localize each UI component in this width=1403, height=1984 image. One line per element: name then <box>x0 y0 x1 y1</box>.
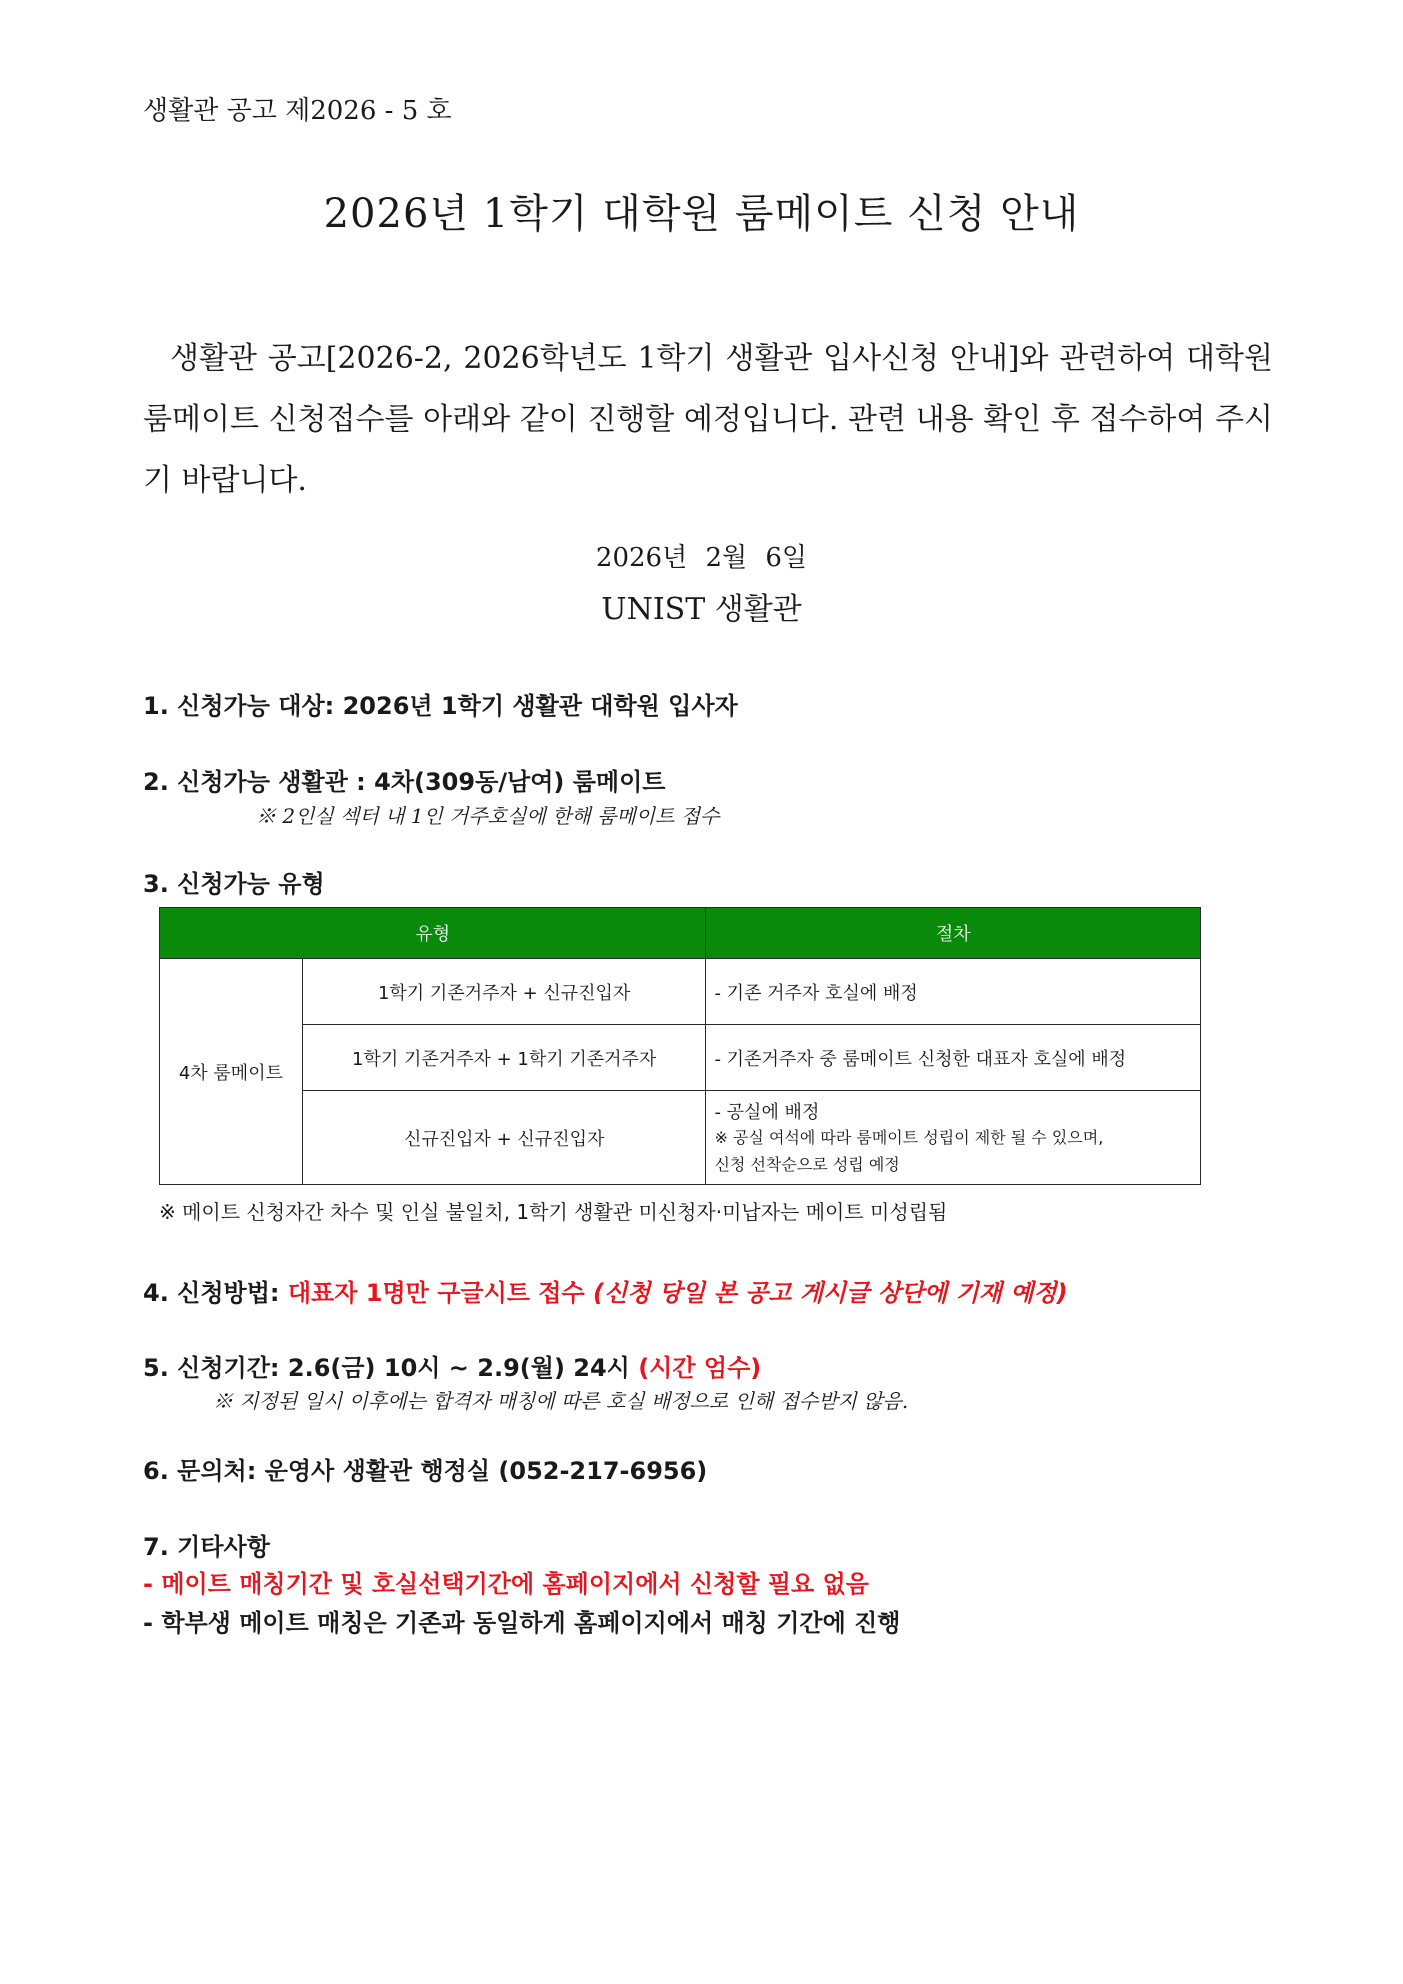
organization-name: UNIST 생활관 <box>601 592 802 627</box>
section-7-item-1: - 메이트 매칭기간 및 호실선택기간에 홈페이지에서 신청할 필요 없음 <box>143 1570 869 1598</box>
table-cell-procedure <box>706 1091 1201 1185</box>
table-row <box>160 1025 1201 1091</box>
section-6-value: 운영사 생활관 행정실 (052-217-6956) <box>264 1457 708 1485</box>
table-group-label: 4차 룸메이트 <box>160 959 303 1185</box>
table-header-row <box>160 908 1201 959</box>
notice-number: 생활관 공고 제2026 - 5 호 <box>143 96 452 126</box>
notice-date: 2026년 2월 6일 <box>595 543 808 573</box>
section-5-strict: (시간 엄수) <box>638 1354 762 1382</box>
table-header-procedure: 절차 <box>706 908 1201 959</box>
table-row <box>160 1091 1201 1185</box>
section-1-value: 2026년 1학기 생활관 대학원 입사자 <box>342 692 738 720</box>
section-4-label: 4. 신청방법: <box>143 1279 288 1307</box>
section-4 <box>143 1273 1068 1308</box>
section-6-label: 6. 문의처: <box>143 1457 265 1485</box>
procedure-main: - 공실에 배정 <box>714 1101 820 1123</box>
table-note: ※ 메이트 신청자간 차수 및 인실 불일치, 1학기 생활관 미신청자·미납자는 메이트 미성립됨 <box>159 1200 948 1224</box>
section-5-note: ※ 지정된 일시 이후에는 합격자 매칭에 따른 호실 배정으로 인해 접수받지 않음. <box>213 1389 909 1413</box>
procedure-note-2: 신청 선착순으로 성립 예정 <box>714 1154 900 1174</box>
section-7-item-2: - 학부생 메이트 매칭은 기존과 동일하게 홈페이지에서 매칭 기간에 진행 <box>143 1609 901 1637</box>
section-7: 7. 기타사항 <box>143 1533 270 1561</box>
section-6 <box>143 1451 707 1486</box>
table-cell-type: 1학기 기존거주자 + 신규진입자 <box>302 959 706 1025</box>
section-1-label: 1. 신청가능 대상: <box>143 692 343 720</box>
section-2-label: 2. 신청가능 생활관 : <box>143 768 375 796</box>
table-row <box>160 959 1201 1025</box>
section-2-value: 4차(309동/남여) 룸메이트 <box>374 768 666 796</box>
section-2-note: ※ 2인실 섹터 내 1인 거주호실에 한해 룸메이트 접수 <box>256 804 720 828</box>
table-cell-type: 신규진입자 + 신규진입자 <box>302 1091 706 1185</box>
section-4-value: 대표자 1명만 구글시트 접수 <box>287 1279 594 1307</box>
type-table <box>159 907 1201 1185</box>
table-cell-type: 1학기 기존거주자 + 1학기 기존거주자 <box>302 1025 706 1091</box>
intro-paragraph: 생활관 공고[2026-2, 2026학년도 1학기 생활관 입사신청 안내]와 관련하여 대학원 룸메이트 신청접수를 아래와 같이 진행할 예정입니다. 관련 내용 확인 후 접수하여 주시기 바랍니다. <box>143 341 1273 498</box>
table-header-type: 유형 <box>160 908 706 959</box>
procedure-note-1: ※ 공실 여석에 따라 룸메이트 성립이 제한 될 수 있으며, <box>714 1127 1104 1147</box>
section-3: 3. 신청가능 유형 <box>143 870 325 898</box>
table-cell-procedure: - 기존거주자 중 룸메이트 신청한 대표자 호실에 배정 <box>706 1025 1201 1091</box>
table-cell-procedure: - 기존 거주자 호실에 배정 <box>706 959 1201 1025</box>
section-4-value-note: (신청 당일 본 공고 게시글 상단에 기재 예정) <box>593 1279 1068 1307</box>
section-1 <box>143 686 738 721</box>
section-5-value: 2.6(금) 10시 ~ 2.9(월) 24시 <box>287 1354 639 1382</box>
section-5 <box>143 1348 761 1383</box>
section-2 <box>143 762 665 797</box>
section-5-label: 5. 신청기간: <box>143 1354 288 1382</box>
page-title: 2026년 1학기 대학원 룸메이트 신청 안내 <box>323 191 1080 237</box>
